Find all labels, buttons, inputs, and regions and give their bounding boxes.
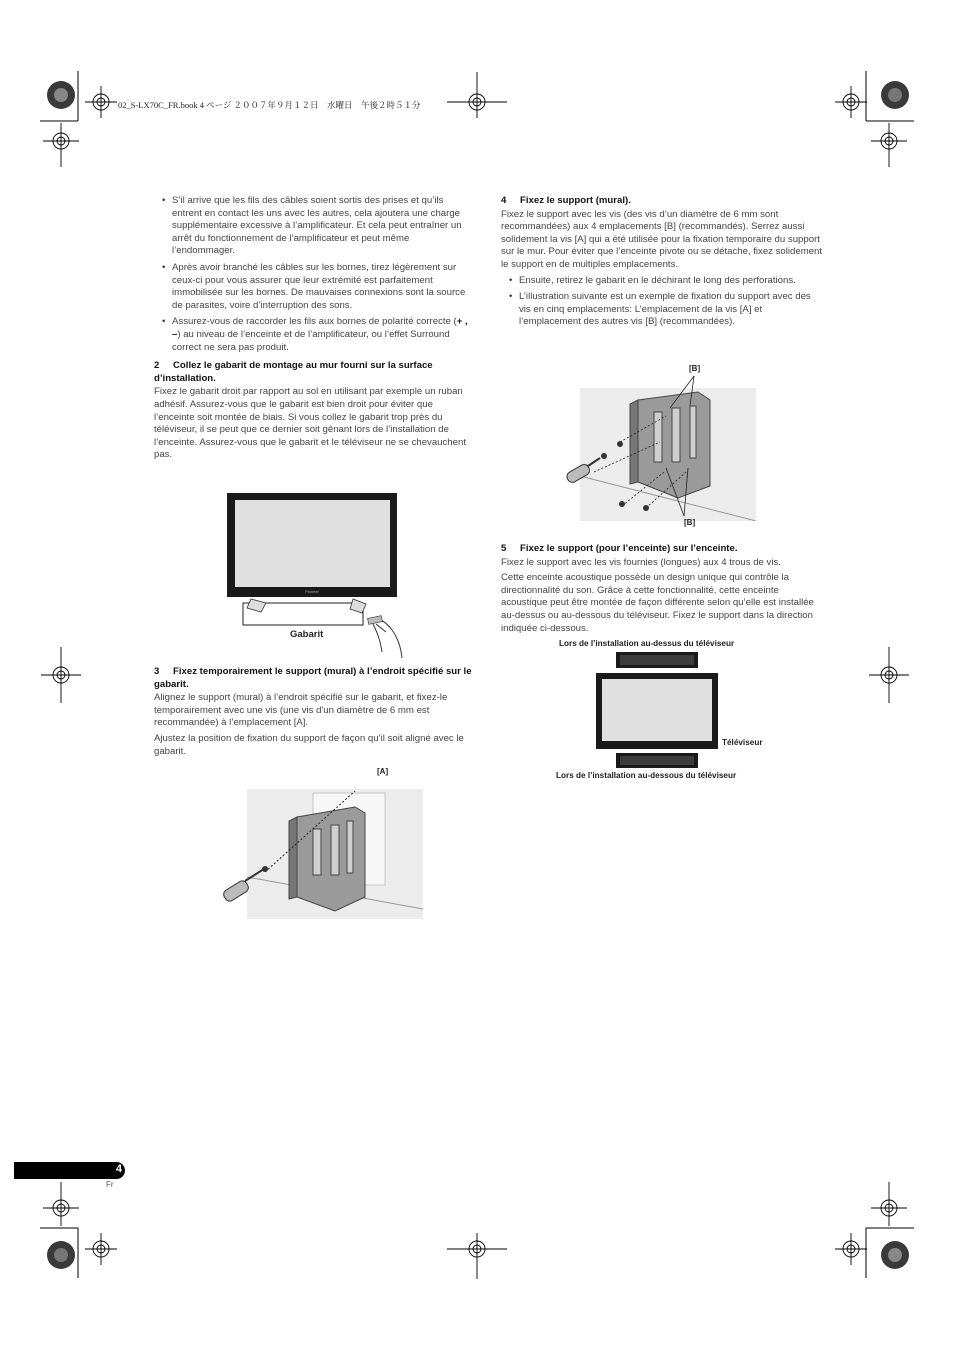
- bullet-item-polarity: • Assurez-vous de raccorder les fils aux bornes de polarité correcte (+ , –) au niveau de l’enceinte et de l’amplificateur, ou l’effet Surround correct ne sera pas produit.: [154, 316, 474, 354]
- wiring-bullets: [154, 195, 474, 354]
- screw-a-label: [A]: [377, 767, 389, 776]
- step-5-heading: 5 Fixez le support (pour l’enceinte) sur l’enceinte.: [501, 543, 738, 554]
- book-info-header: 02_S-LX70C_FR.book 4 ページ ２００７年９月１２日 水曜日 午後２時５１分: [118, 100, 421, 110]
- right-column: [501, 195, 823, 333]
- polarity-symbols: + , –: [172, 316, 468, 340]
- bullet-item: • Après avoir branché les câbles sur les bornes, tirez légèrement sur ceux-ci pour vous assurer que leur extrémité est parfaitement immobilisée sur les bornes. De mauvaises connexions sont la source de parasites, voire d’interruption des sons.: [154, 262, 474, 312]
- bracket: [289, 807, 365, 911]
- bullet-item: • L’illustration suivante est un exemple de fixation du support avec des vis en cinq emplacements: L’emplacement de la vis [A] et l’emplacement des autres vis [B] (recommandées).: [501, 291, 823, 329]
- tv-screen: [235, 500, 390, 587]
- screw-icon: [262, 866, 268, 872]
- bullet-item: • Ensuite, retirez le gabarit en le déchirant le long des perforations.: [501, 275, 823, 288]
- right-column-step5: [501, 537, 823, 638]
- template-label: Gabarit: [290, 629, 324, 640]
- wall-bracket-fixing-illustration: [560, 376, 760, 521]
- step-3-body: Alignez le support (mural) à l’endroit spécifié sur le gabarit, et fixez-le temporairement avec une vis (une vis d'un diamètre de 6 mm est recommandée) à l’emplacement [A].: [154, 692, 448, 729]
- language-code: Fr: [106, 1180, 114, 1189]
- step-4-heading: 4 Fixez le support (mural).: [501, 195, 631, 206]
- wall-bracket-temporary-illustration: [205, 777, 425, 919]
- step-2-body: Fixez le gabarit droit par rapport au sol en utilisant par exemple un ruban adhésif. Assurez-vous que le gabarit est bien droit pour éviter que l’enceinte soit montée de biais. Si vous collez le gabarit trop près du téléviseur, il se peut que ce dernier soit gênant lors de l’installation de l’enceinte. Assurez-vous que le gabarit et le téléviseur ne se chevauchent pas.: [154, 386, 466, 461]
- svg-text:Pioneer: Pioneer: [305, 589, 319, 594]
- tv-screen: [602, 679, 712, 741]
- page-number: 4: [115, 1163, 122, 1175]
- step-5-body-2: Cette enceinte acoustique possède un design unique qui contrôle la directionnalité du son. Grâce à cette fonctionnalité, cette enceinte acoustique peut être montée de façon différente selon qu’elle est installée au-dessus ou au-dessous du téléviseur. Fixez le support dans la direction indiquée ci-dessous.: [501, 572, 814, 634]
- step-2-heading: 2 Collez le gabarit de montage au mur fourni sur la surface d’installation.: [154, 360, 433, 384]
- step-3-body-2: Ajustez la position de fixation du support de façon qu’il soit aligné avec le gabarit.: [154, 732, 464, 757]
- screw-b-label-top: [B]: [689, 364, 701, 373]
- left-column-step3: [154, 660, 476, 761]
- hand-icon: [371, 619, 402, 658]
- step-4-bullets: [501, 275, 823, 329]
- bullet-item: • S’il arrive que les fils des câbles soient sortis des prises et qu’ils entrent en contact les uns avec les autres, cela ajoutera une charge supplémentaire excessive à l’amplificateur. Et cela peut entraîner un arrêt du fonctionnement de l’amplificateur et peut même l’endommager.: [154, 195, 474, 258]
- caption-below-tv: Lors de l’installation au-dessous du téléviseur: [556, 771, 737, 780]
- step-4-body: Fixez le support avec les vis (des vis d’un diamètre de 6 mm sont recommandées) aux 4 emplacements [B] (recommandés). Serrez aussi solidement la vis [A] qui a été utilisée pour la fixation temporaire du support sur le mur. Pour éviter que l’enceinte pivote ou se détache, fixez solidement le support en de multiples emplacements.: [501, 208, 823, 270]
- step-3-heading: 3 Fixez temporairement le support (mural) à l’endroit spécifié sur le gabarit.: [154, 666, 472, 690]
- tv-label: Téléviseur: [722, 738, 763, 747]
- caption-above-tv: Lors de l’installation au-dessus du téléviseur: [559, 639, 735, 648]
- step-5-body: Fixez le support avec les vis fournies (longues) aux 4 trous de vis.: [501, 556, 781, 568]
- screw-b-label-bottom: [B]: [684, 518, 696, 527]
- left-column: [154, 195, 474, 465]
- speaker-orientation-illustration: [594, 651, 724, 769]
